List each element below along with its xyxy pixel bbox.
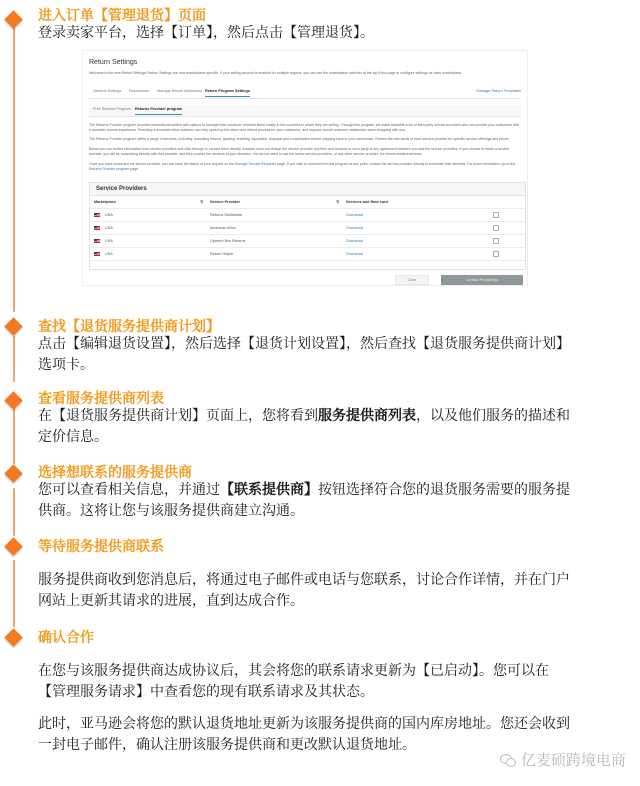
- select-checkbox[interactable]: [493, 238, 499, 244]
- body-bold-text: 【联系提供商】: [220, 482, 318, 498]
- table-header-row: [90, 196, 525, 209]
- diamond-marker-icon: [4, 628, 22, 646]
- program-paragraph: Below you can review information from service providers and click through to contact them directly. Amazon does not charge the service provider any fees and Amazon is not a party of any agreement between you and the service providers. If you choose to retain a service provider, you will be contracting directly with that provider, and they provide the services at your direction. You do not need to use the below service providers, or any other service provider, for returns-related services.: [89, 147, 509, 156]
- body-line: [38, 406, 630, 427]
- provider-cell: American eBox: [210, 226, 236, 230]
- body-bold-text: 服务提供商列表: [318, 408, 416, 424]
- diamond-marker-icon: [4, 10, 22, 28]
- page-title: Return Settings: [89, 59, 138, 66]
- body-line: 点击【编辑退货设置】，然后选择【退货计划设置】，然后查找【退货服务提供商计划】: [38, 336, 570, 352]
- provider-cell: Returns Worldwide: [210, 213, 243, 217]
- manage-service-requests-link[interactable]: Manage Service Requests: [234, 162, 276, 166]
- timeline-line: [13, 406, 15, 464]
- body-line: 一封电子邮件，确认注册该服务提供商和更改默认退货地址。: [38, 737, 416, 753]
- table-row: [90, 209, 525, 222]
- step-body: [38, 334, 630, 376]
- page-description: Welcome to the new Return Settings! Return Settings are now marketplace-specific. If your selling account is enabled for multiple regions, you can use the marketplace switcher at the top if this page to configure settings for each marketplace.: [89, 71, 463, 75]
- diamond-marker-icon: [4, 464, 22, 482]
- provider-cell: Opened Box Returns: [210, 239, 246, 243]
- timeline-line: [13, 488, 15, 536]
- column-marketplace[interactable]: Marketplace: [94, 200, 116, 204]
- settings-tabs: [89, 87, 521, 99]
- returns-provider-program-link[interactable]: Returns Provider program: [89, 167, 130, 171]
- step-body: [38, 406, 630, 448]
- para-text: Once you have contacted the service provider, you can track the status of your request on the: [89, 162, 235, 166]
- marketplace-value: USA: [105, 239, 113, 243]
- tab-manage-return-addresses[interactable]: Manage Return Addresses: [157, 89, 202, 93]
- column-rate-card[interactable]: Services and Rate card: [346, 200, 388, 204]
- body-line: 此时，亚马逊会将您的默认退货地址更新为该服务提供商的国内库房地址。您还会收到: [38, 716, 570, 732]
- us-flag-icon: [94, 213, 100, 217]
- tab-resolutions[interactable]: Resolutions: [129, 89, 149, 93]
- body-line: 选项卡。: [38, 357, 94, 373]
- table-row: [90, 222, 525, 235]
- contact-providers-button[interactable]: Contact Provider(s): [441, 275, 523, 285]
- provider-cell: Return Helper: [210, 252, 234, 256]
- body-text: 在【退货服务提供商计划】页面上，您将看到: [38, 408, 318, 424]
- para-text: page.: [129, 167, 139, 171]
- table-row: [90, 235, 525, 248]
- tab-general-settings[interactable]: General Settings: [93, 89, 122, 93]
- body-line: 【管理服务请求】中查看您的现有联系请求及其状态。: [38, 684, 374, 700]
- service-providers-table: [89, 182, 526, 270]
- program-paragraph: The Returns Provider program offers a range of services, including: accepting returns, grading, reselling, liquidation, disposal and consolidation before shipping back to your warehouse. Review the rate cards of each service provider for specific service offerings and prices.: [89, 137, 510, 141]
- diamond-marker-icon: [4, 391, 22, 409]
- download-link[interactable]: Download: [346, 213, 363, 217]
- us-flag-icon: [94, 239, 100, 243]
- timeline-line: [13, 560, 15, 627]
- body-text: 按钮选择符合您的退货服务需要的服务提: [318, 482, 570, 498]
- wechat-icon: [500, 754, 516, 766]
- marketplace-value: USA: [105, 252, 113, 256]
- select-checkbox[interactable]: [493, 251, 499, 257]
- body-line: 在您与该服务提供商达成协议后，其会将您的联系请求更新为【已启动】。您可以在: [38, 663, 549, 679]
- body-line: 服务提供商收到您消息后，将通过电子邮件或电话与您联系，讨论合作详情，并在门户: [38, 572, 570, 588]
- timeline-line: [13, 26, 15, 312]
- step-title: 查找【退货服务提供商计划】: [38, 319, 220, 335]
- table-title: Service Providers: [90, 183, 525, 196]
- step-title: 等待服务提供商联系: [38, 539, 164, 555]
- column-service-provider[interactable]: Service Provider: [210, 200, 240, 204]
- diamond-marker-icon: [4, 537, 22, 555]
- timeline-line: [13, 336, 15, 382]
- program-paragraph: [89, 162, 521, 172]
- body-line: 定价信息。: [38, 429, 108, 445]
- watermark: [500, 749, 626, 770]
- marketplace-value: USA: [105, 226, 113, 230]
- us-flag-icon: [94, 226, 100, 230]
- download-link[interactable]: Download: [346, 252, 363, 256]
- marketplace-cell: [94, 226, 113, 230]
- marketplace-value: USA: [105, 213, 113, 217]
- select-checkbox[interactable]: [493, 212, 499, 218]
- clear-button[interactable]: Clear: [395, 275, 429, 285]
- step-body: [38, 480, 630, 522]
- return-settings-screenshot: [82, 50, 528, 286]
- body-line: 网站上更新其请求的进展，直到达成合作。: [38, 593, 304, 609]
- step-title: 选择想联系的服务提供商: [38, 465, 192, 481]
- body-line: 供商。这将让您与该服务提供商建立沟通。: [38, 503, 304, 519]
- step-body: 登录卖家平台，选择【订单】，然后点击【管理退货】。: [38, 25, 374, 41]
- select-checkbox[interactable]: [493, 225, 499, 231]
- program-paragraph: The Returns Provider program provides international sellers with options to manage their customer returned items locally in the countries in which they are selling. Through this program, we make available a list of third party service providers who can provide your customers with a domestic returns experience. Providing a domestic return address can help speed up the return and refund process for your customers, and improve overall customer satisfaction when shopping with you.: [89, 123, 520, 132]
- watermark-text: 亿麦硕跨境电商: [521, 751, 627, 769]
- program-subtabs: [89, 105, 521, 117]
- marketplace-cell: [94, 213, 113, 217]
- marketplace-cell: [94, 239, 113, 243]
- tab-return-program-settings[interactable]: Return Program Settings: [205, 89, 250, 97]
- sort-icon[interactable]: ⇅: [336, 199, 340, 204]
- body-line: [38, 480, 630, 501]
- subtab-returns-provider-program[interactable]: Returns Provider program: [135, 107, 182, 115]
- step-title: 查看服务提供商列表: [38, 391, 164, 407]
- step-title: 确认合作: [38, 630, 94, 646]
- download-link[interactable]: Download: [346, 239, 363, 243]
- manage-return-templates-link[interactable]: Manage Return Templates: [476, 89, 521, 93]
- us-flag-icon: [94, 252, 100, 256]
- download-link[interactable]: Download: [346, 226, 363, 230]
- table-row: [90, 248, 525, 261]
- subtab-free-returns-program[interactable]: Free Returns Program: [93, 107, 131, 111]
- diamond-marker-icon: [4, 317, 22, 335]
- para-text: page. If you wish to unenroll from the program at any point, contact the service provider directly to terminate their services. For more information, go to the: [275, 162, 516, 166]
- body-text: ，以及他们服务的描述和: [416, 408, 570, 424]
- step-body: [38, 570, 630, 612]
- step-body: [38, 661, 630, 703]
- body-text: 您可以查看相关信息，并通过: [38, 482, 220, 498]
- sort-icon[interactable]: ⇅: [200, 199, 204, 204]
- marketplace-cell: [94, 252, 113, 256]
- step-title: 进入订单【管理退货】页面: [38, 8, 206, 24]
